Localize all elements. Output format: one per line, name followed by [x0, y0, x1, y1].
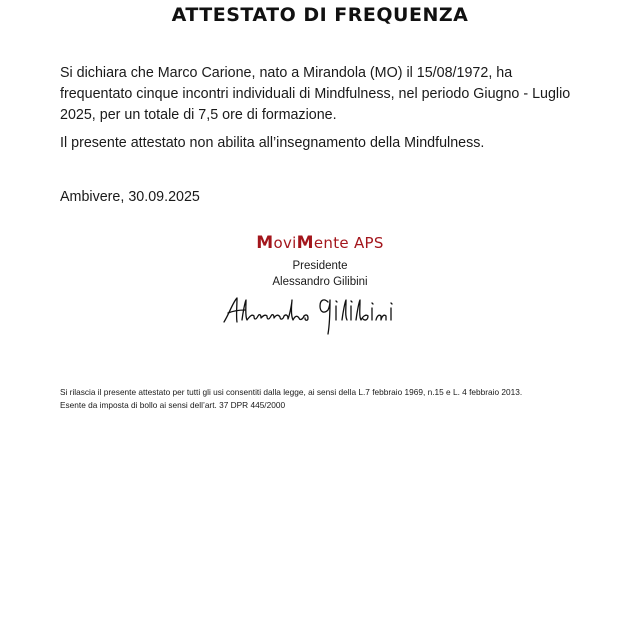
logo-text: ente APS	[313, 234, 384, 252]
legal-footnote	[60, 386, 600, 412]
handwritten-signature-icon	[220, 292, 420, 336]
declaration-body	[60, 63, 585, 161]
signer-name: Alessandro Gilibini	[272, 276, 368, 288]
organization-logo	[0, 233, 640, 253]
logo-letter: M	[296, 233, 314, 253]
footnote-line: Esente da imposta di bollo ai sensi dell’art. 37 DPR 445/2000	[60, 400, 286, 410]
disclaimer-paragraph: Il presente attestato non abilita all’insegnamento della Mindfulness.	[60, 135, 485, 151]
declaration-paragraph: Si dichiara che Marco Carione, nato a Mirandola (MO) il 15/08/1972, ha frequentato cinque incontri individuali di Mindfulness, nel periodo Giugno - Luglio 2025, per un totale di 7,5 ore di formazione.	[60, 65, 571, 123]
document-title: ATTESTATO DI FREQUENZA	[171, 4, 469, 26]
footnote-line: Si rilascia il presente attestato per tutti gli usi consentiti dalla legge, ai sensi della L.7 febbraio 1969, n.15 e L. 4 febbraio 2013.	[60, 387, 523, 397]
signature-block	[0, 233, 640, 336]
logo-text: ovi	[273, 234, 297, 252]
place-and-date: Ambivere, 30.09.2025	[60, 189, 200, 205]
logo-letter: M	[256, 233, 274, 253]
signer-role: Presidente	[292, 260, 348, 272]
